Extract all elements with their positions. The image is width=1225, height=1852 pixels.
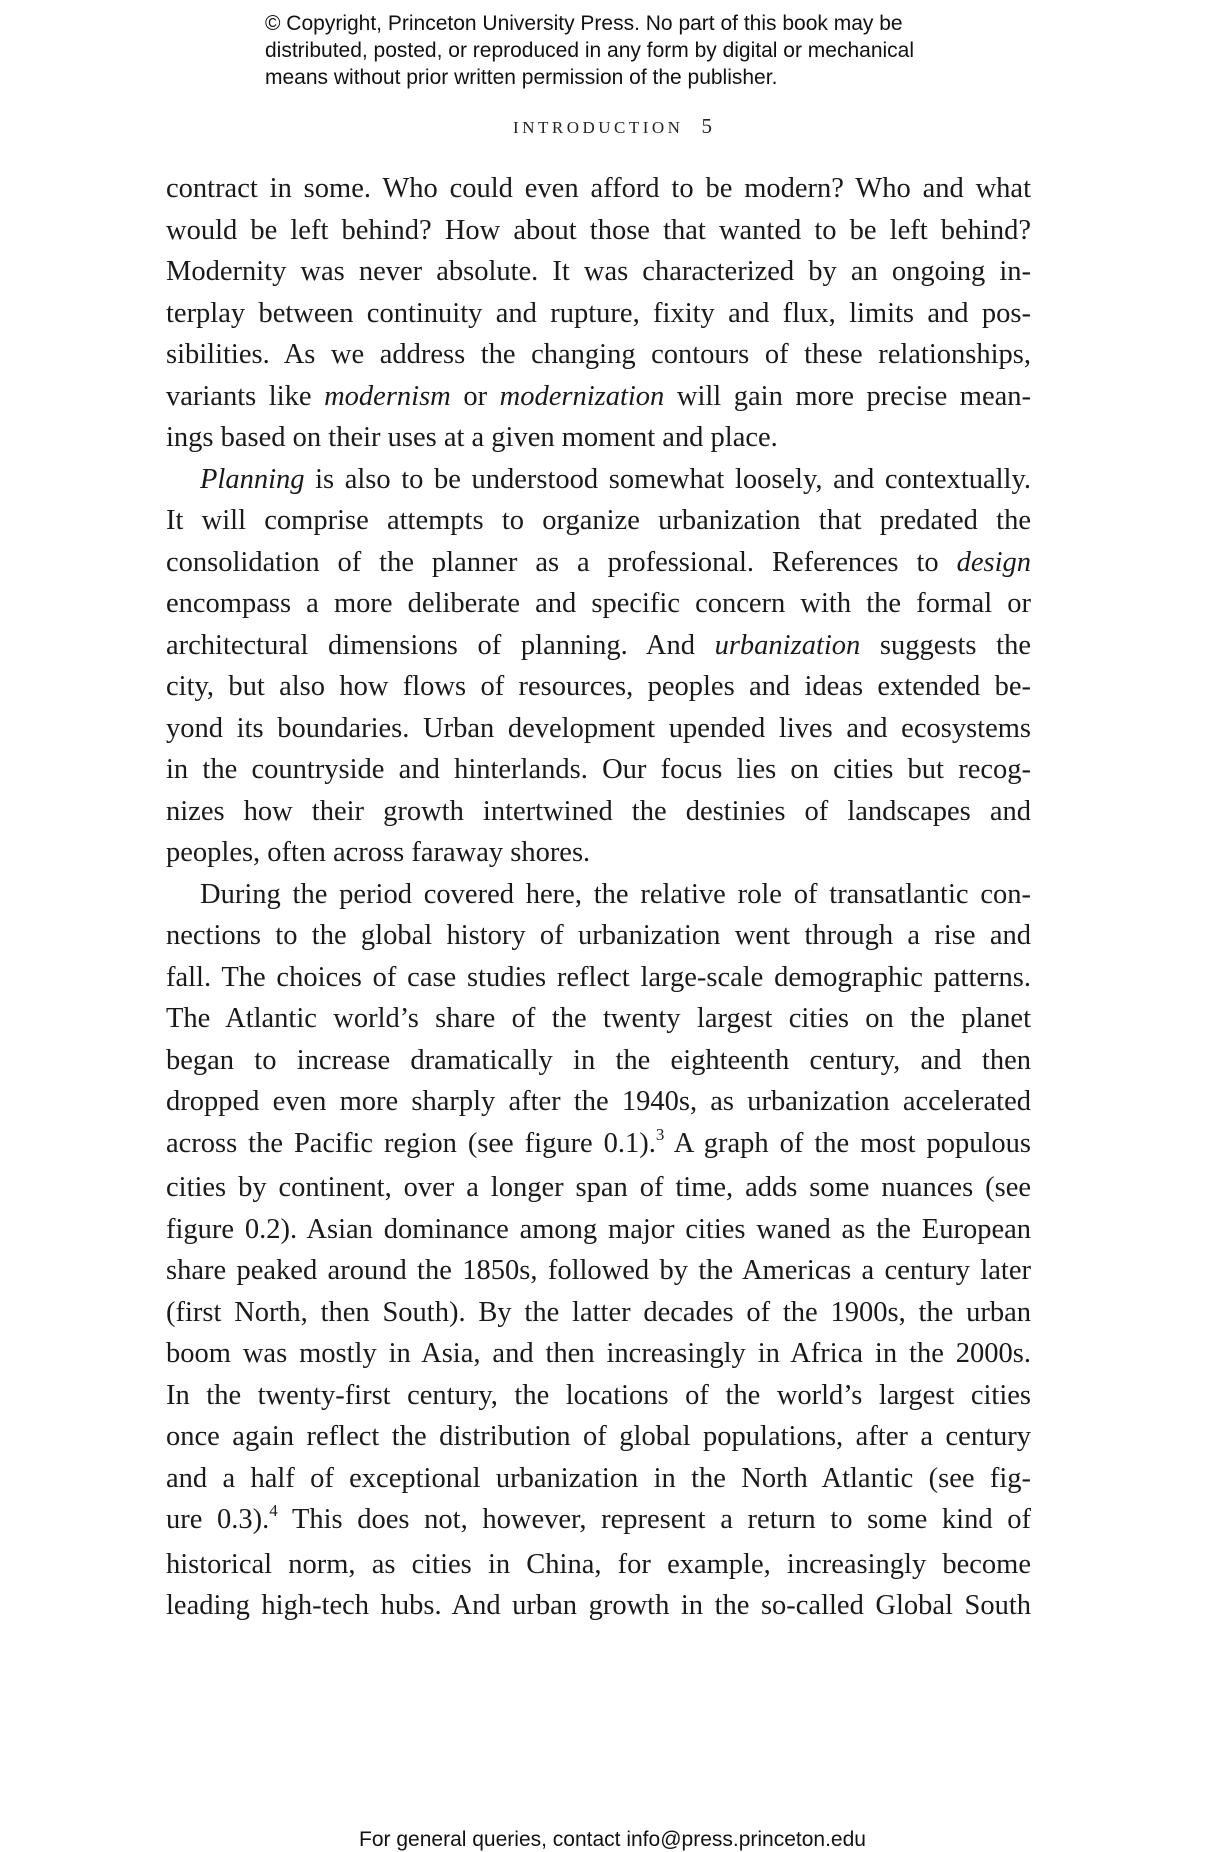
running-head [0,114,1225,139]
copyright-line: © Copyright, Princeton University Press. No part of this book may be [265,12,903,35]
text-line [166,1123,1031,1168]
text-run: is also to be understood somewhat loosely, and contextually. [304,463,1031,495]
text-line: peoples, often across faraway shores. [166,837,591,868]
running-head-title: INTRODUCTION [513,118,684,137]
text-run: variants like [166,380,325,412]
text-line: ings based on their uses at a given moment and place. [166,422,778,453]
text-line: It will comprise attempts to organize urbanization that predated the [166,505,1031,536]
text-line: in the countryside and hinterlands. Our focus lies on cities but recog- [166,754,1031,785]
text-line: nizes how their growth intertwined the destinies of landscapes and [166,795,1031,827]
text-line: historical norm, as cities in China, for example, increasingly become [166,1548,1031,1580]
copyright-notice [265,10,1025,91]
paragraph-first-line: During the period covered here, the relative role of transatlantic con- [200,878,1031,910]
text-line: (first North, then South). By the latter decades of the 1900s, the urban [166,1296,1031,1328]
text-line: Modernity was never absolute. It was characterized by an ongoing in- [166,256,1031,287]
text-line [166,376,1031,418]
footer-contact: For general queries, contact info@press.princeton.edu [359,1828,866,1851]
text-run: or [450,380,500,412]
footnote-marker[interactable]: 3 [655,1124,665,1144]
text-line: figure 0.2). Asian dominance among major cities waned as the European [166,1213,1031,1245]
page-number: 5 [701,114,712,138]
text-line: boom was mostly in Asia, and then increasingly in Africa in the 2000s. [166,1338,1031,1369]
italic-term: design [956,546,1031,578]
text-line: would be left behind? How about those that wanted to be left behind? [166,214,1031,246]
text-line: once again reflect the distribution of global populations, after a century [166,1421,1031,1452]
text-line: and a half of exceptional urbanization in the North Atlantic (see fig- [166,1462,1031,1494]
text-run: will gain more precise mean- [664,380,1031,412]
text-line [166,625,1031,667]
text-line: share peaked around the 1850s, followed by the Americas a century later [166,1255,1031,1286]
text-run: This does not, however, represent a return to some kind of [277,1504,1031,1535]
copyright-line: means without prior written permission of the publisher. [265,66,778,89]
italic-term: Planning [200,463,305,495]
text-run: consolidation of the planner as a professional. References to [166,546,957,578]
text-line: terplay between continuity and rupture, fixity and flux, limits and pos- [166,297,1031,329]
text-line: encompass a more deliberate and specific concern with the formal or [166,588,1031,619]
text-line: nections to the global history of urbanization went through a rise and [166,920,1031,951]
copyright-line: distributed, posted, or reproduced in any form by digital or mechanical [265,39,915,62]
text-line: city, but also how flows of resources, peoples and ideas extended be- [166,671,1031,702]
text-line [166,1499,1031,1544]
text-line [166,542,1031,584]
text-run: A graph of the most populous [664,1127,1031,1159]
text-run: architectural dimensions of planning. And [166,629,715,661]
text-line: sibilities. As we address the changing contours of these relationships, [166,339,1031,370]
text-line: yond its boundaries. Urban development upended lives and ecosystems [166,712,1031,744]
italic-term: modernization [499,380,665,412]
body-text [166,168,1031,1627]
text-run: suggests the [860,629,1031,661]
text-line: cities by continent, over a longer span of time, adds some nuances (see [166,1172,1031,1203]
text-line: In the twenty-first century, the locations of the world’s largest cities [166,1379,1031,1411]
text-line: leading high-tech hubs. And urban growth in the so-called Global South [166,1590,1031,1621]
text-line: contract in some. Who could even afford to be modern? Who and what [166,173,1031,204]
text-run: across the Pacific region (see figure 0.1). [166,1127,656,1159]
italic-term: urbanization [714,629,861,661]
text-line: The Atlantic world’s share of the twenty largest cities on the planet [166,1003,1031,1034]
italic-term: modernism [324,380,451,412]
text-run: ure 0.3). [166,1504,270,1535]
text-line: fall. The choices of case studies reflect large-scale demographic patterns. [166,961,1031,993]
footnote-marker[interactable]: 4 [269,1501,278,1520]
text-line: began to increase dramatically in the eighteenth century, and then [166,1044,1031,1076]
text-line: dropped even more sharply after the 1940s, as urbanization accelerated [166,1086,1031,1117]
paragraph-first-line [166,459,1031,501]
